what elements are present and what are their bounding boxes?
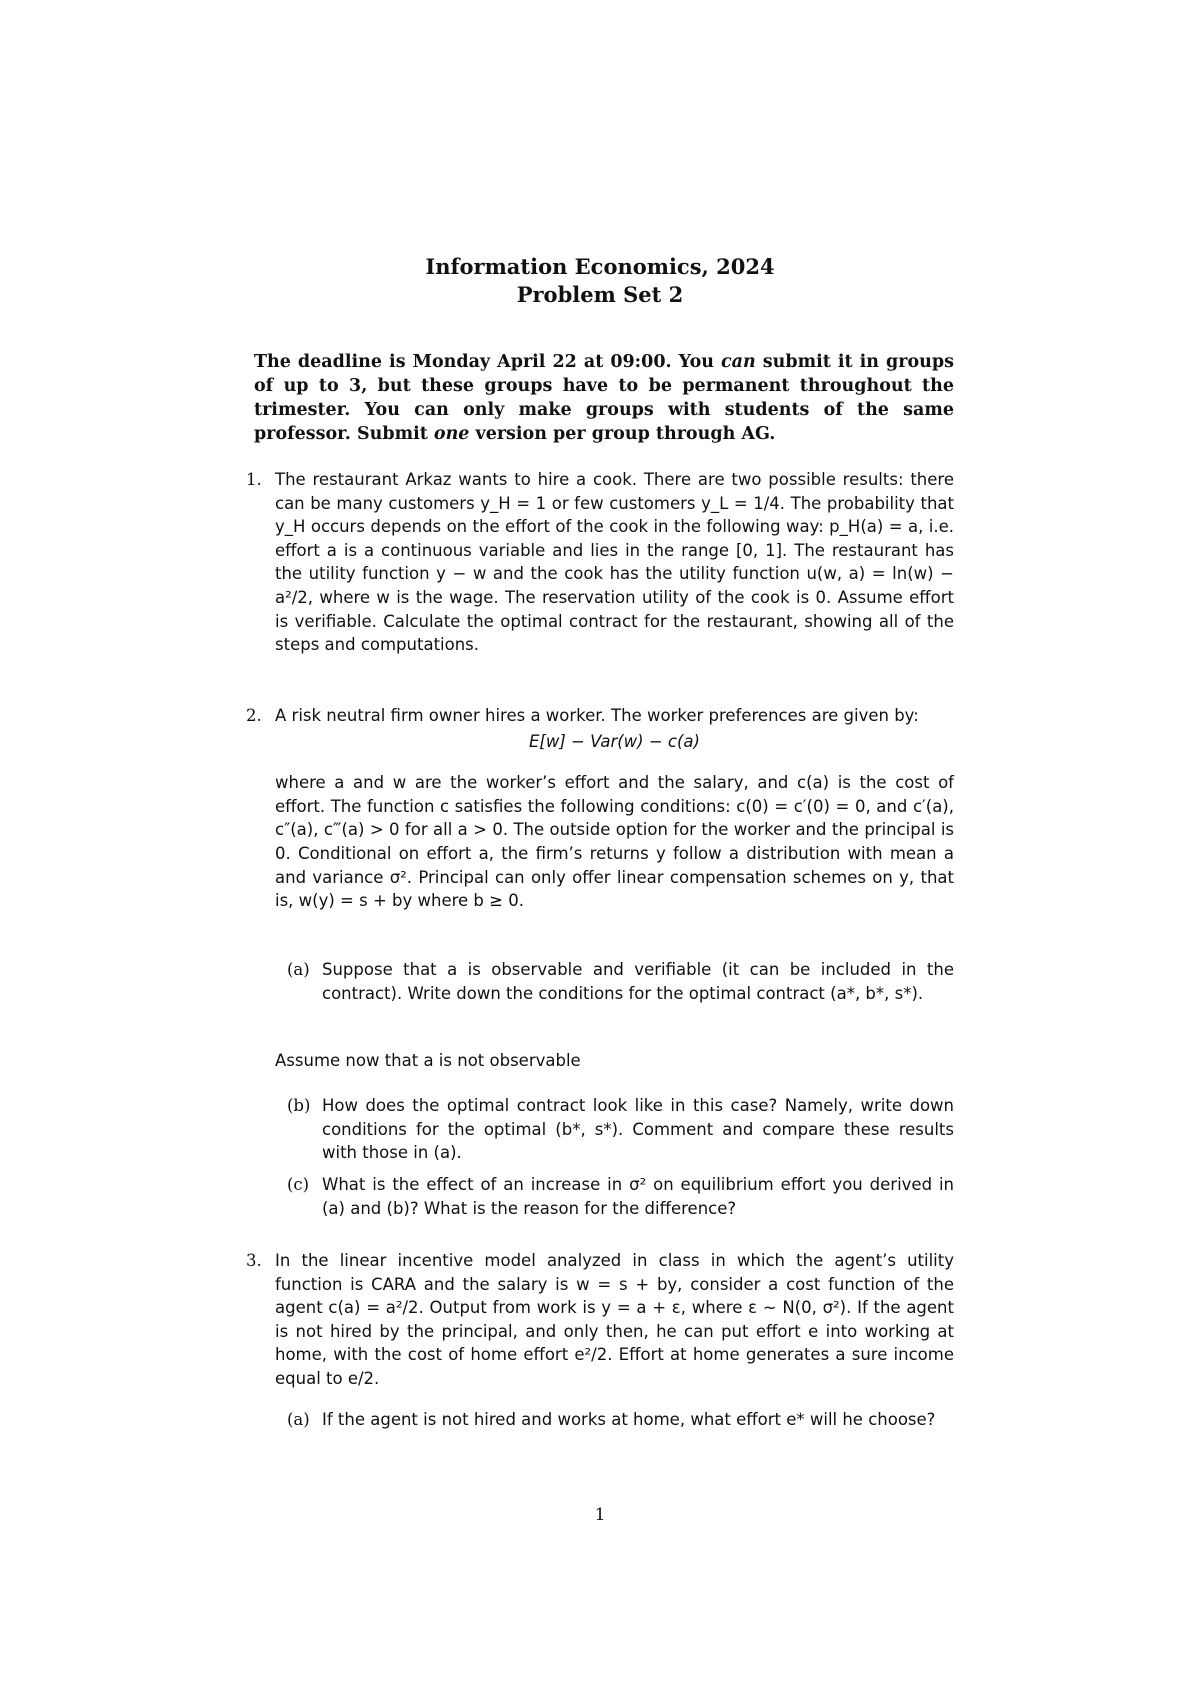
problem-3-text: In the linear incentive model analyzed in class in which the agent’s utility function is CARA and the salary is w = s + by, consider a cost function of the agent c(a) = a²/2. Output from work is y = a + ε, where ε ∼ N(0, σ²). If the agent is not hired by the principal, and only then, he can put effort e into working at home, with the cost of home effort e²/2. Effort at home generates a sure income equal to e/2. — [275, 1251, 954, 1388]
problem-2-number: 2. — [246, 706, 262, 725]
problem-3-number: 3. — [246, 1251, 262, 1270]
document-subtitle: Problem Set 2 — [516, 282, 684, 307]
problem-3-part-a-label: (a) — [287, 1410, 310, 1429]
problem-1-number: 1. — [246, 470, 262, 489]
problem-2-part-c-text: What is the effect of an increase in σ² on equilibrium effort you derived in (a) and (b)? What is the reason for the difference? — [322, 1175, 954, 1218]
intro-emphasis-can: can — [721, 352, 756, 372]
page-number: 1 — [594, 1505, 606, 1525]
problem-2 — [246, 704, 954, 913]
problem-1-text: The restaurant Arkaz wants to hire a cook. There are two possible results: there can be many customers y_H = 1 or few customers y_L = 1/4. The probability that y_H occurs depends on the effort of the cook in the following way: p_H(a) = a, i.e. effort a is a continuous variable and lies in the range [0, 1]. The restaurant has the utility function y − w and the cook has the utility function u(w, a) = ln(w) − a²/2, where w is the wage. The reservation utility of the cook is 0. Assume effort is verifiable. Calculate the optimal contract for the restaurant, showing all of the steps and computations. — [275, 470, 954, 655]
problem-2-assumption — [275, 1049, 954, 1073]
intro-text-2: submit it in groups of up to 3, but these groups have to be permanent throughout the trimester. You can only make groups with students of the same professor. Submit — [254, 352, 954, 444]
problem-2-assumption-text: Assume now that a is not observable — [275, 1051, 581, 1070]
problem-2-part-a-text: Suppose that a is observable and verifiable (it can be included in the contract). Write down the conditions for the optimal contract (a*, b*, s*). — [322, 960, 954, 1003]
intro-text-1: The deadline is Monday April 22 at 09:00. You — [254, 352, 722, 372]
intro-text-3: version per group through AG. — [469, 424, 776, 444]
problem-1 — [246, 468, 954, 657]
deadline-paragraph — [254, 350, 954, 446]
problem-2-equation: E[w] − Var(w) − c(a) — [529, 731, 700, 751]
problem-3-part-a — [287, 1408, 954, 1432]
problem-3-part-a-text: If the agent is not hired and works at home, what effort e* will he choose? — [322, 1410, 936, 1429]
problem-3 — [246, 1249, 954, 1391]
problem-2-text: where a and w are the worker’s effort and the salary, and c(a) is the cost of effort. The function c satisfies the following conditions: c(0) = c′(0) = 0, and c′(a), c″(a), c‴(a) > 0 for all a > 0. The outside option for the worker and the principal is 0. Conditional on effort a, the firm’s returns y follow a distribution with mean a and variance σ². Principal can only offer linear compensation schemes on y, that is, w(y) = s + by where b ≥ 0. — [275, 773, 954, 911]
problem-2-part-c — [287, 1173, 954, 1220]
problem-2-part-b — [287, 1094, 954, 1165]
problem-2-lead: A risk neutral firm owner hires a worker. The worker preferences are given by: — [275, 706, 919, 725]
problem-2-part-b-text: How does the optimal contract look like in this case? Namely, write down conditions for the optimal (b*, s*). Comment and compare these results with those in (a). — [322, 1096, 954, 1163]
document-title: Information Economics, 2024 — [425, 254, 775, 279]
intro-emphasis-one: one — [433, 424, 470, 444]
document-title-block — [0, 253, 1200, 309]
problem-2-part-a-label: (a) — [287, 960, 310, 979]
problem-2-part-b-label: (b) — [287, 1096, 311, 1115]
problem-2-part-c-label: (c) — [287, 1175, 310, 1194]
problem-2-part-a — [287, 958, 954, 1005]
